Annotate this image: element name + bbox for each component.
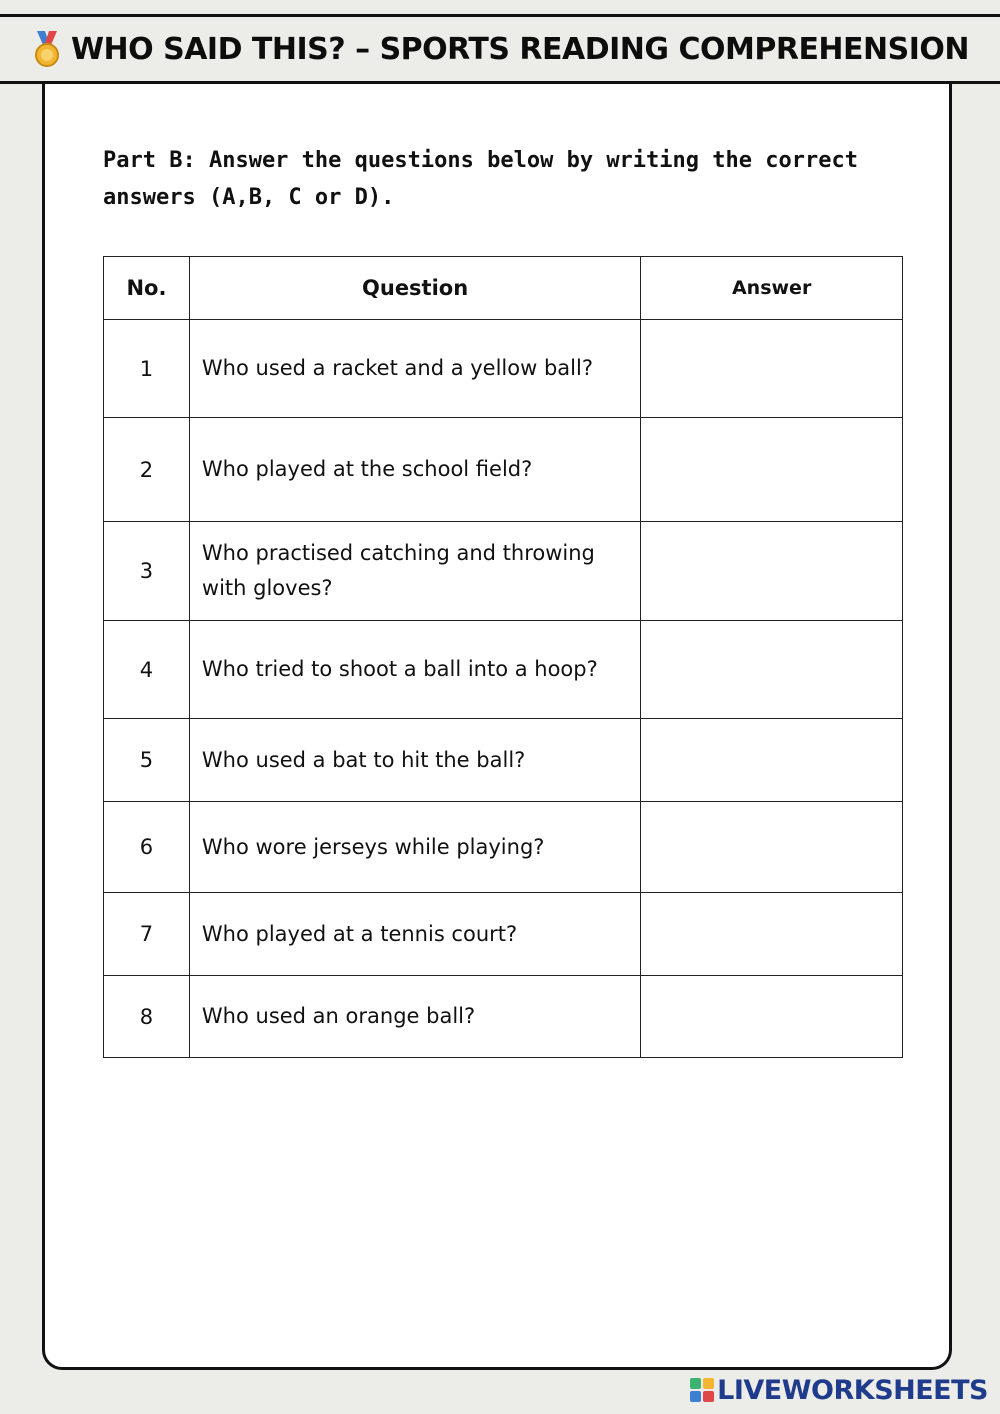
answer-cell[interactable]: [641, 802, 903, 893]
question-number: 2: [104, 418, 190, 522]
question-text: Who practised catching and throwing with gloves?: [189, 522, 640, 621]
answer-cell[interactable]: [641, 418, 903, 522]
question-text: Who played at a tennis court?: [189, 893, 640, 976]
question-table: [103, 256, 903, 1058]
table-row: [104, 621, 903, 719]
column-header-answer: Answer: [641, 257, 903, 320]
answer-cell[interactable]: [641, 719, 903, 802]
answer-cell[interactable]: [641, 522, 903, 621]
table-header-row: [104, 257, 903, 320]
table-row: [104, 320, 903, 418]
answer-cell[interactable]: [641, 893, 903, 976]
table-row: [104, 418, 903, 522]
liveworksheets-logo-icon: [689, 1377, 715, 1403]
footer-brand: [689, 1374, 988, 1406]
column-header-no: No.: [104, 257, 190, 320]
question-text: Who used a racket and a yellow ball?: [189, 320, 640, 418]
table-row: [104, 976, 903, 1058]
table-row: [104, 522, 903, 621]
answer-cell[interactable]: [641, 621, 903, 719]
worksheet-page: [42, 84, 952, 1370]
title-text: WHO SAID THIS? – SPORTS READING COMPREHENSION: [70, 31, 970, 67]
question-text: Who wore jerseys while playing?: [189, 802, 640, 893]
question-number: 3: [104, 522, 190, 621]
question-number: 7: [104, 893, 190, 976]
question-text: Who used a bat to hit the ball?: [189, 719, 640, 802]
page-title: [31, 31, 969, 67]
table-row: [104, 893, 903, 976]
column-header-question: Question: [189, 257, 640, 320]
question-number: 6: [104, 802, 190, 893]
question-text: Who played at the school field?: [189, 418, 640, 522]
question-number: 5: [104, 719, 190, 802]
header-band: [0, 14, 1000, 84]
question-number: 8: [104, 976, 190, 1058]
medal-icon: [31, 31, 63, 67]
table-row: [104, 802, 903, 893]
question-number: 1: [104, 320, 190, 418]
answer-cell[interactable]: [641, 976, 903, 1058]
question-text: Who used an orange ball?: [189, 976, 640, 1058]
instructions: Part B: Answer the questions below by writing the correct answers (A,B, C or D).: [103, 148, 858, 210]
question-number: 4: [104, 621, 190, 719]
table-row: [104, 719, 903, 802]
question-text: Who tried to shoot a ball into a hoop?: [189, 621, 640, 719]
answer-cell[interactable]: [641, 320, 903, 418]
brand-name: LIVEWORKSHEETS: [717, 1374, 988, 1406]
